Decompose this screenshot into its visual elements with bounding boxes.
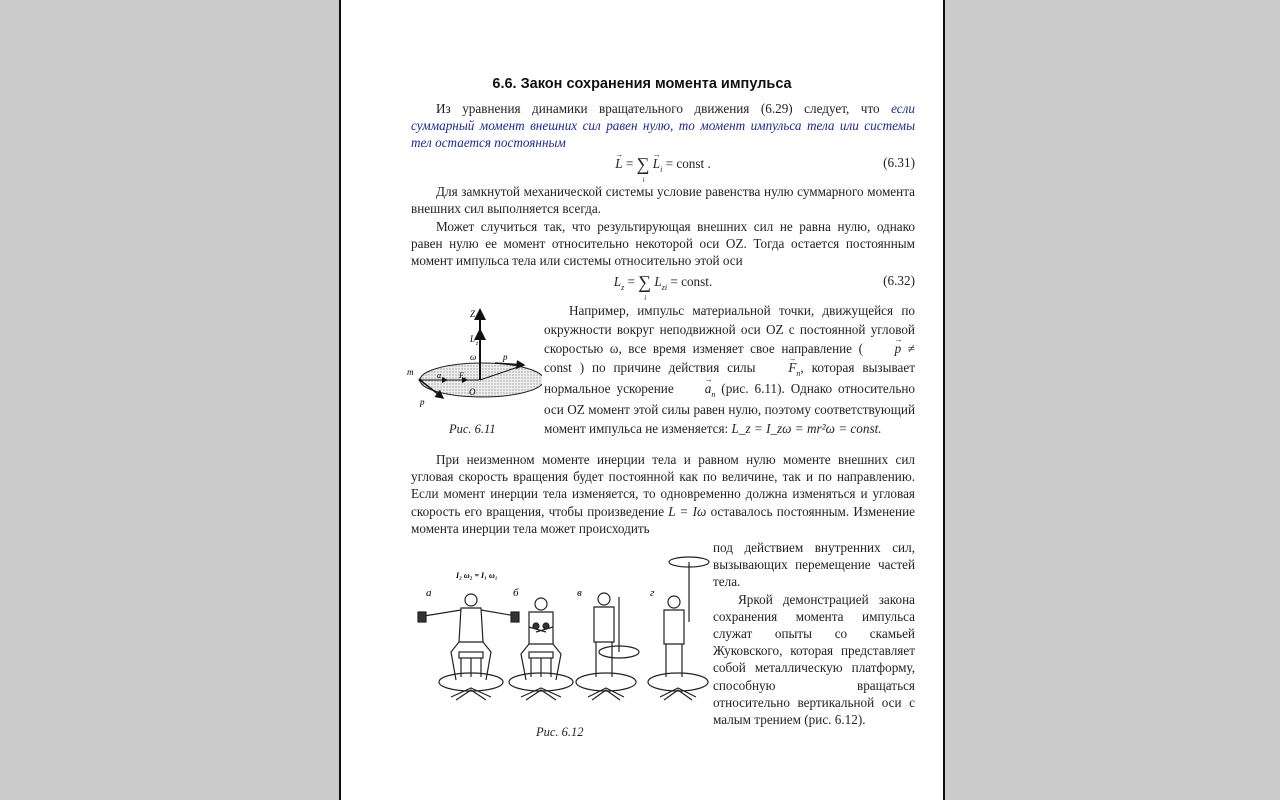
eq631-termsub: i [660,164,663,174]
figure-panel-g [648,557,709,700]
eq632-eqsign: = [627,273,635,289]
figure-panel-a [418,594,519,700]
paragraph-4: Например, импульс материальной точки, движущейся по окружности вокруг неподвижной оси OZ с постоянной угловой скоростью ω, все время изменяет свое направление ( → p ≠ const ) по причине действия силы → $F_n$, которая вызывает нормальное ускорение → $a_n$ (рис. 6.11). Однако относительно оси OZ момент этой силы равен нулю, поэтому соответствующий момент импульса не изменяется: L_z = I_zω = mr²ω = const. [544,301,915,438]
eq632-rhs: = const. [670,273,713,289]
figure-6-11 [407,305,542,415]
eq631-rhs: = const . [665,155,711,171]
force-symbol: → F [763,358,796,377]
zhukovsky-bench-illustration [416,552,711,712]
figure-6-12 [416,552,711,712]
equation-number-6-31: (6.31) [883,154,915,170]
paragraph-4-text-3: , которая вызывает нормальное ускорение [544,360,915,396]
svg-text:n: n [464,377,467,382]
eq632-termsub: zi [661,282,668,292]
figure-formula: I₂ ω₂ = I₁ ω₁ [456,571,498,580]
label-o: O [469,387,476,397]
label-fn: F [459,371,464,380]
eq631-eqsign: = [625,155,634,171]
figure-6-12-caption: Рис. 6.12 [536,725,584,739]
figure-6-11-caption: Рис. 6.11 [449,422,496,436]
figure-panel-v [576,593,639,700]
acceleration-symbol: → a [680,379,712,398]
eq631-lhs: → L [615,155,622,172]
panel-label-v: в [577,587,582,599]
eq632-term: L [654,273,662,289]
paragraph-3 [411,218,915,302]
paragraph-4-text-2: ≠ const ) по причине действия силы [544,341,915,375]
paragraph-3-text: Может случиться так, что результирующая внешних сил не равна нулю, однако равен нулю ее момент относительно некоторой оси OZ. Тогда остается постоянным момент импульса тела или системы относительно этой оси [411,219,915,269]
paragraph-1-text: Из уравнения динамики вращательного движения (6.29) следует, что [436,101,892,116]
paragraph-5-text-1: При неизменном моменте инерции тела и равном нулю моменте внешних сил угловая скорость вращения будет постоянной как по величине, так и по направлению. Если момент инерции тела изменяется, то одновременно должна изменяться и угловая скорость его вращения, чтобы произведение [411,452,915,519]
label-m: m [407,367,414,377]
label-p-top: p [503,352,508,362]
document-page [339,0,945,800]
eq631-term: → L [653,155,660,172]
equation-number-6-32: (6.32) [883,272,915,288]
panel-label-a: а [426,587,432,599]
paragraph-2 [411,183,915,217]
eq631-sumsub: i [642,175,645,184]
equation-6-31 [411,152,915,184]
point-mass [419,379,422,382]
eq632-lhs: L [613,273,622,289]
eq632-sum: ∑ [638,271,652,292]
panel-label-g: г [650,587,655,599]
paragraph-5 [411,451,915,537]
eq631-sum: ∑ [636,153,650,174]
paragraph-1-emphasis: если суммарный момент внешних сил равен нулю, то момент импульса тела или системы тел остается постоянным [411,101,915,151]
equation-6-32 [411,270,915,302]
paragraph-4-text-1: Например, импульс материальной точки, движущейся по окружности вокруг неподвижной оси OZ с постоянной угловой скоростью ω, все время изменяет свое направление ( [544,303,915,356]
label-lz: L [470,334,476,344]
momentum-symbol: → p [870,339,902,358]
label-p-bottom: p [420,397,425,407]
paragraph-2-text: Для замкнутой механической системы условие равенства нулю суммарного момента внешних сил выполняется всегда. [411,184,915,217]
label-an: a [437,371,441,380]
label-z: Z [470,309,476,319]
svg-text:n: n [442,377,445,382]
panel-label-b: б [513,587,519,599]
rotating-point-diagram [407,305,542,415]
paragraph-6-text: Яркой демонстрацией закона сохранения момента импульса служат опыты со скамьей Жуковского, которая представляет собой металлическую платформу, способную вращаться относительно вертикальной оси с малым трением (рис. 6.12). [713,591,915,728]
eq632-lhssub: z [621,282,625,292]
paragraph-5-continued [713,539,915,728]
paragraph-5-formula: L = Iω [668,503,707,519]
label-omega: ω [470,352,477,362]
paragraph-5-continued-text: под действием внутренних сил, вызывающих перемещение частей тела. [713,540,915,590]
paragraph-1 [411,100,915,184]
paragraph-4-text-4: (рис. 6.11). Однако относительно оси OZ момент этой силы равен нулю, поэтому соответствующий момент импульса не изменяется: [544,381,915,436]
paragraph-4-formula: L_z = I_zω = mr²ω = const. [731,421,882,436]
section-title: 6.6. Закон сохранения момента импульса [492,76,792,92]
eq632-sumsub: i [644,293,647,302]
svg-text:z: z [476,341,479,347]
paragraph-5-text-2: оставалось постоянным. Изменение момента инерции тела может происходить [411,503,915,536]
